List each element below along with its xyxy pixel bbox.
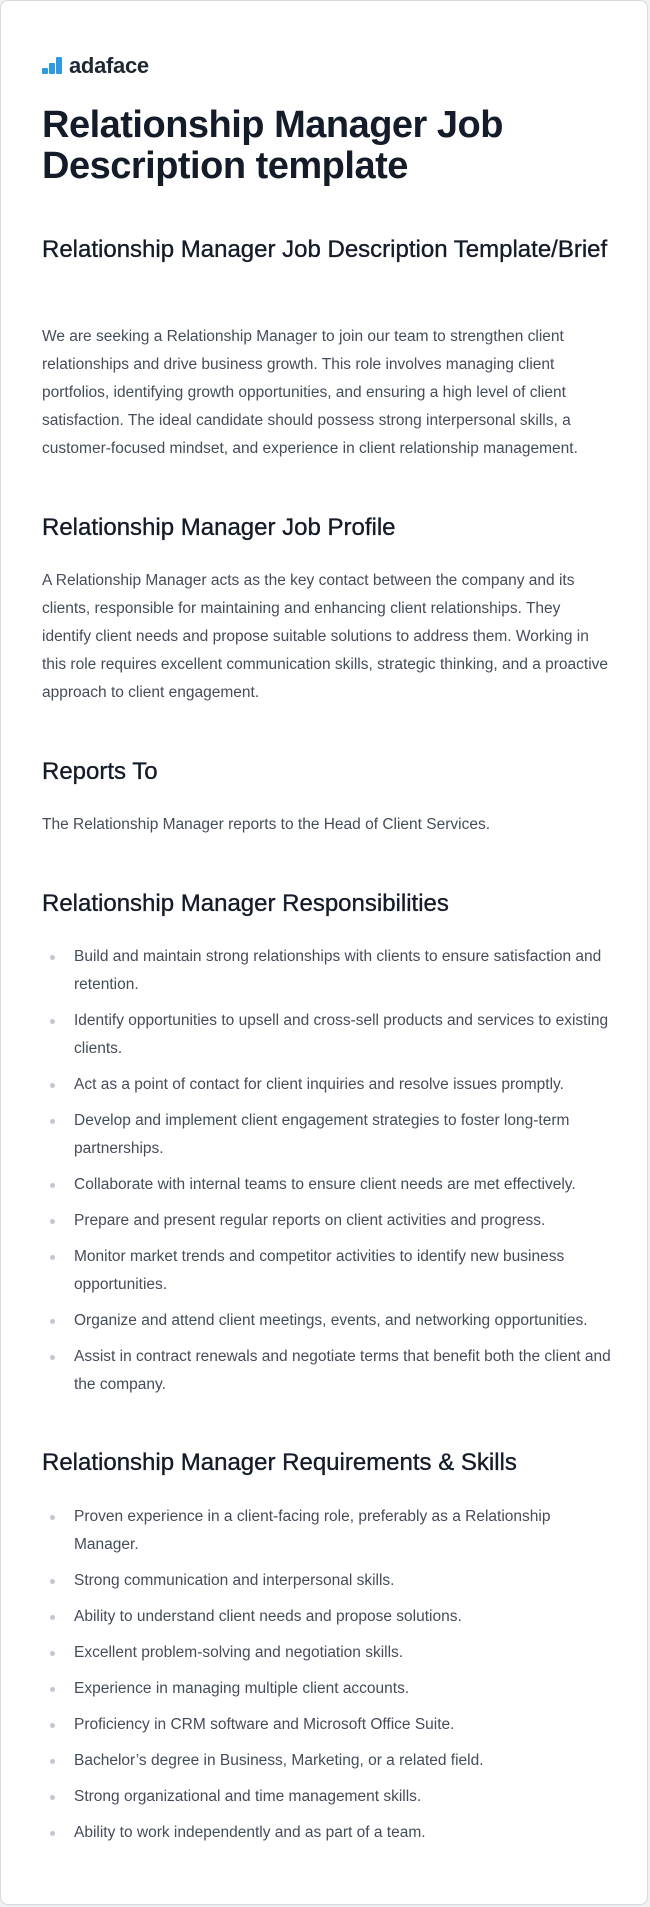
list-item: Ability to understand client needs and propose solutions. (42, 1603, 612, 1631)
list-item: Act as a point of contact for client inquiries and resolve issues promptly. (42, 1071, 612, 1099)
list-item: Develop and implement client engagement strategies to foster long-term partnerships. (42, 1107, 612, 1163)
reports-heading: Reports To (42, 758, 158, 785)
requirements-heading: Relationship Manager Requirements & Skills (42, 1449, 517, 1476)
list-item: Collaborate with internal teams to ensure client needs are met effectively. (42, 1171, 612, 1199)
page-title: Relationship Manager Job Description template (42, 104, 503, 187)
list-item: Bachelor’s degree in Business, Marketing, or a related field. (42, 1747, 612, 1775)
brief-heading: Relationship Manager Job Description Template/Brief (42, 236, 608, 263)
list-item: Organize and attend client meetings, events, and networking opportunities. (42, 1307, 612, 1335)
list-item: Identify opportunities to upsell and cross-sell products and services to existing clients. (42, 1007, 612, 1063)
list-item: Monitor market trends and competitor activities to identify new business opportunities. (42, 1243, 612, 1299)
responsibilities-list (42, 943, 612, 1407)
adaface-logo[interactable] (42, 53, 149, 79)
brand-name: adaface (69, 53, 149, 78)
list-item: Excellent problem-solving and negotiation skills. (42, 1639, 612, 1667)
responsibilities-heading: Relationship Manager Responsibilities (42, 890, 449, 917)
reports-text: The Relationship Manager reports to the Head of Client Services. (42, 816, 491, 833)
profile-heading: Relationship Manager Job Profile (42, 514, 396, 541)
list-item: Strong communication and interpersonal skills. (42, 1567, 612, 1595)
list-item: Strong organizational and time management skills. (42, 1783, 612, 1811)
list-item: Experience in managing multiple client accounts. (42, 1675, 612, 1703)
list-item: Prepare and present regular reports on client activities and progress. (42, 1207, 612, 1235)
list-item: Assist in contract renewals and negotiate terms that benefit both the client and the company. (42, 1343, 612, 1399)
list-item: Build and maintain strong relationships with clients to ensure satisfaction and retention. (42, 943, 612, 999)
requirements-list (42, 1503, 612, 1855)
adaface-logo-icon (42, 55, 64, 77)
profile-text: A Relationship Manager acts as the key contact between the company and its clients, responsible for maintaining and enhancing client relationships. They identify client needs and propose suitable solutions to address them. Working in this role requires excellent communication skills, strategic thinking, and a proactive approach to client engagement. (42, 572, 609, 701)
brief-text: We are seeking a Relationship Manager to join our team to strengthen client relationships and drive business growth. This role involves managing client portfolios, identifying growth opportunities, and ensuring a high level of client satisfaction. The ideal candidate should possess strong interpersonal skills, a customer-focused mindset, and experience in client relationship management. (42, 328, 578, 457)
list-item: Ability to work independently and as part of a team. (42, 1819, 612, 1847)
list-item: Proficiency in CRM software and Microsoft Office Suite. (42, 1711, 612, 1739)
list-item: Proven experience in a client-facing role, preferably as a Relationship Manager. (42, 1503, 612, 1559)
